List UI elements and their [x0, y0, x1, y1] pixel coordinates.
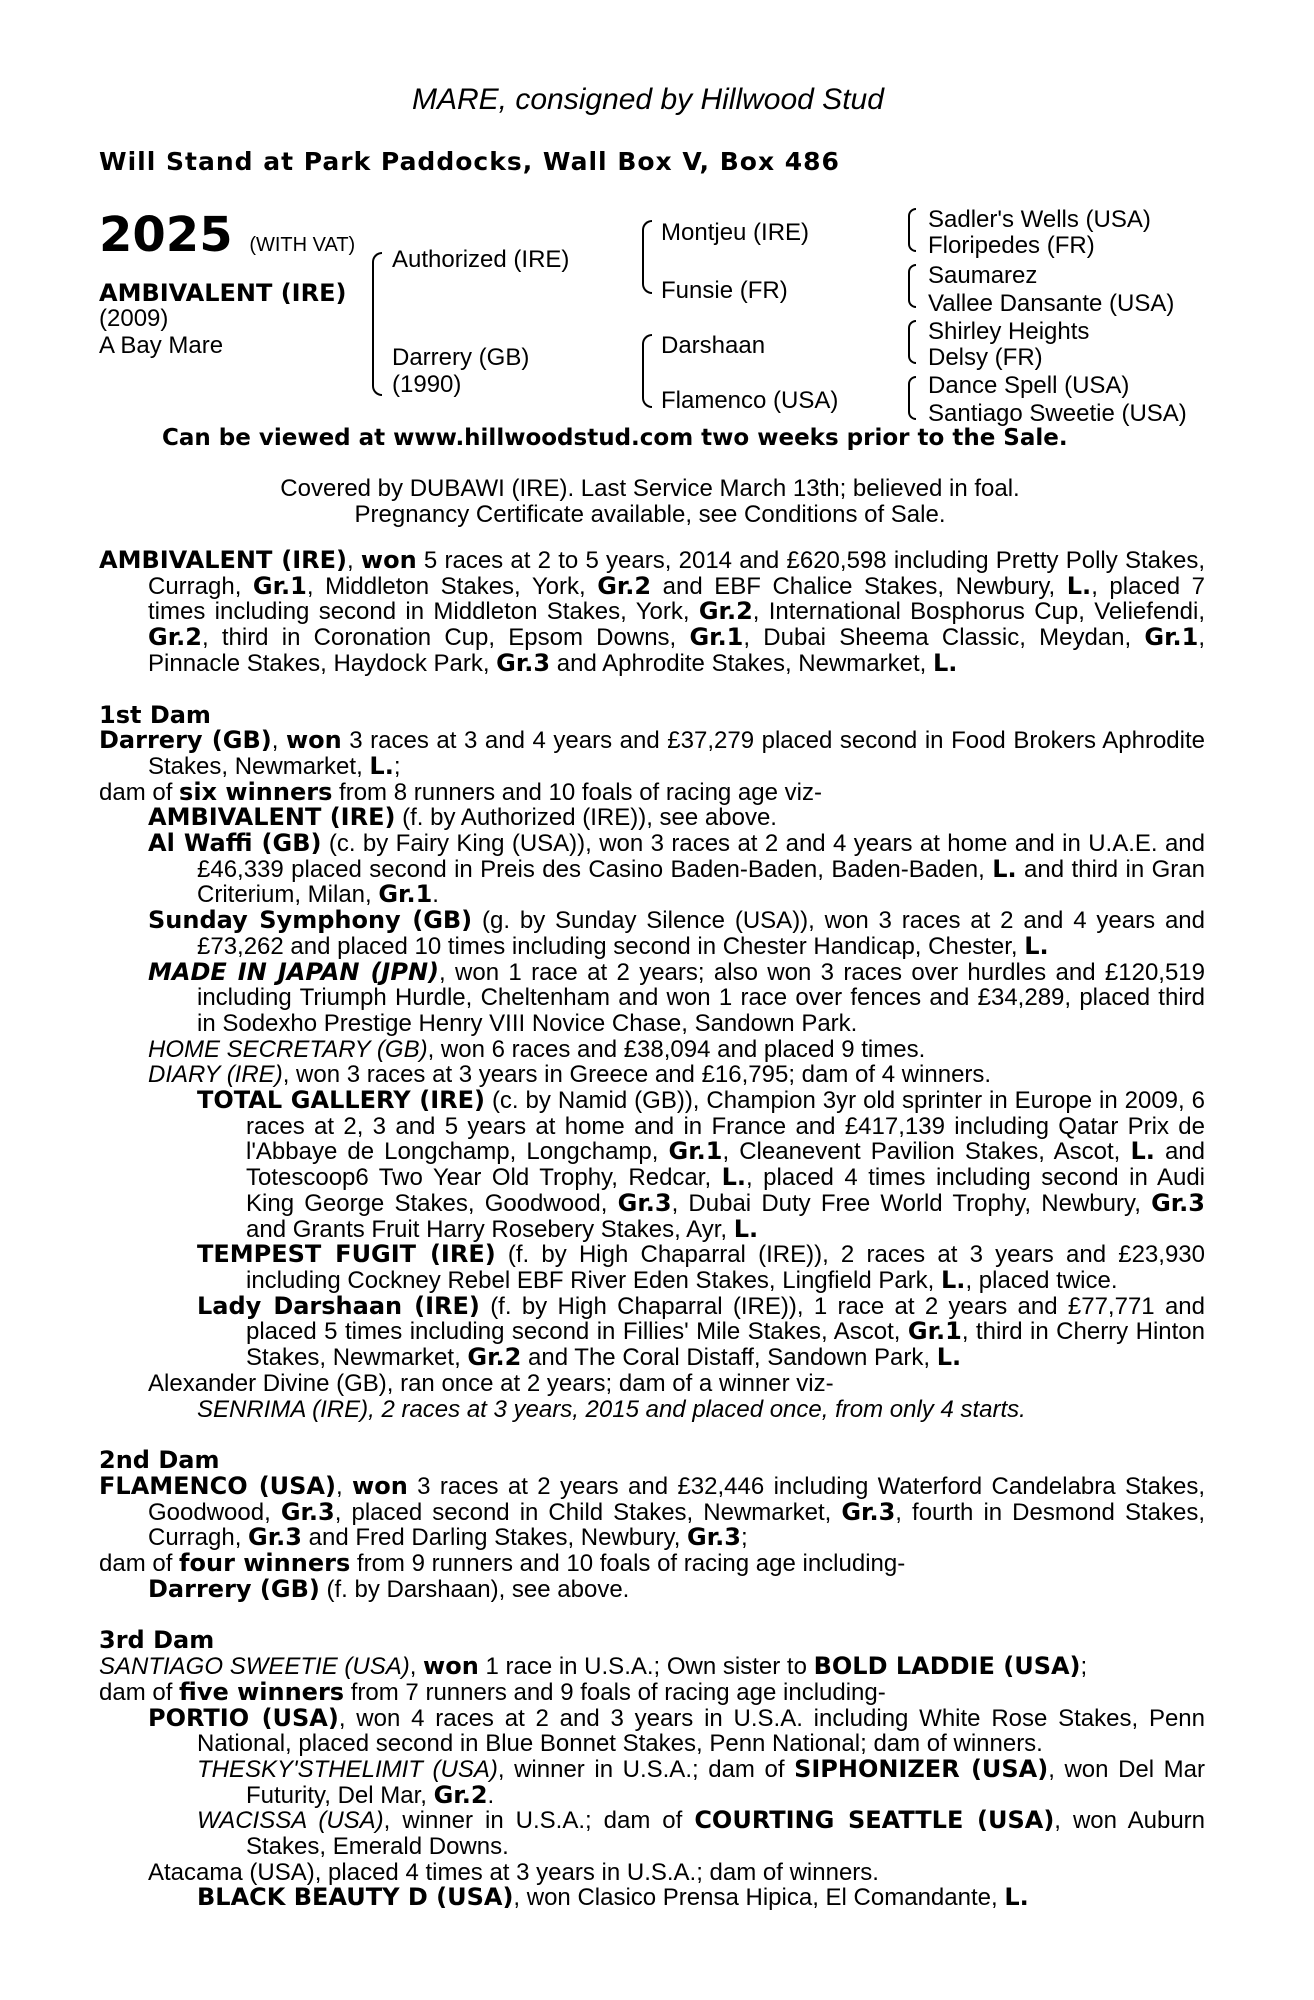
- catalogue-body: [99, 548, 1205, 1911]
- sale-year: 2025 (WITH VAT): [99, 207, 356, 263]
- vat-note: (WITH VAT): [249, 234, 356, 256]
- covered-line-1: Covered by DUBAWI (IRE). Last Service March 13th; believed in foal.: [280, 475, 1020, 502]
- horse-name: AMBIVALENT (IRE): [99, 279, 347, 307]
- second-dam-record: FLAMENCO (USA), won 3 races at 2 years and £32,446 including Waterford Candelabra Stakes, Goodwood, Gr.3, placed second in Child Stakes, Newmarket, Gr.3, fourth in Desmond Stakes, Curragh, Gr.3 and Fred Darling Stakes, Newbury, Gr.3;: [99, 1471, 1206, 1552]
- dam-sire: Darshaan: [661, 332, 766, 359]
- foaling-year: (2009): [99, 305, 169, 332]
- grandproduce-total-gallery: TOTAL GALLERY (IRE) (c. by Namid (GB)), Champion 3yr old sprinter in Europe in 2009, 6 races at 2, 3 and 5 years at home and in France and £417,139 including Qatar Prix de l'Abbaye de Longchamp, Longchamp, Gr.1, Cleanevent Pavilion Stakes, Ascot, L. and Totescoop6 Two Year Old Trophy, Redcar, L., placed 4 times including second in Audi King George Stakes, Goodwood, Gr.3, Dubai Duty Free World Trophy, Newbury, Gr.3 and Grants Fruit Harry Rosebery Stakes, Ayr, L.: [197, 1086, 1206, 1243]
- pedigree-brace-2a: [642, 220, 652, 294]
- dss: Shirley Heights: [928, 318, 1090, 345]
- covered-line-2: Pregnancy Certificate available, see Conditions of Sale.: [354, 501, 946, 528]
- pedigree-brace-1: [372, 252, 382, 396]
- third-dam-record: SANTIAGO SWEETIE (USA), won 1 race in U.S.A.; Own sister to BOLD LADDIE (USA);: [99, 1652, 1088, 1681]
- grandproduce-lady-darshaan: Lady Darshaan (IRE) (f. by High Chaparral (IRE)), 1 race at 2 years and £77,771 and placed 5 times including second in Fillies' Mile Stakes, Ascot, Gr.1, third in Cherry Hinton Stakes, Newmarket, Gr.2 and The Coral Distaff, Sandown Park, L.: [197, 1291, 1205, 1372]
- stand-location: Will Stand at Park Paddocks, Wall Box V, Box 486: [99, 147, 840, 176]
- dds: Dance Spell (USA): [928, 372, 1130, 399]
- horse-description: A Bay Mare: [99, 332, 224, 359]
- section-first-dam: 1st Dam: [99, 700, 211, 729]
- sire-sire: Montjeu (IRE): [661, 219, 810, 246]
- grandproduce-thesky: THESKY'STHELIMIT (USA), winner in U.S.A.; dam of SIPHONIZER (USA), won Del Mar Futurity, Del Mar, Gr.2.: [197, 1754, 1206, 1809]
- sds: Saumarez: [928, 262, 1038, 289]
- sire: Authorized (IRE): [392, 246, 570, 273]
- grandproduce-senrima: SENRIMA (IRE), 2 races at 3 years, 2015 and placed once, from only 4 starts.: [197, 1395, 1026, 1423]
- produce-ambivalent: AMBIVALENT (IRE) (f. by Authorized (IRE)), see above.: [148, 803, 777, 832]
- produce-darrery: Darrery (GB) (f. by Darshaan), see above.: [148, 1574, 630, 1603]
- produce-made-in-japan: MADE IN JAPAN (JPN), won 1 race at 2 years; also won 3 races over hurdles and £120,519 including Triumph Hurdle, Cheltenham and won 1 race over fences and £34,289, placed third in Sodexho Prestige Henry VIII Novice Chase, Sandown Park.: [148, 957, 1205, 1037]
- pedigree-brace-3c: [908, 320, 916, 364]
- produce-home-secretary: HOME SECRETARY (GB), won 6 races and £38,094 and placed 9 times.: [148, 1035, 926, 1063]
- produce-portio: PORTIO (USA), won 4 races at 2 and 3 years in U.S.A. including White Rose Stakes, Penn National, placed second in Blue Bonnet Stakes, Penn National; dam of winners.: [148, 1703, 1205, 1758]
- produce-diary: DIARY (IRE), won 3 races at 3 years in Greece and £16,795; dam of 4 winners.: [148, 1061, 992, 1089]
- sire-dam: Funsie (FR): [661, 277, 788, 304]
- third-dam-produce: dam of five winners from 7 runners and 9 foals of racing age including-: [99, 1677, 886, 1706]
- sss: Sadler's Wells (USA): [928, 206, 1151, 233]
- pedigree-brace-3a: [908, 208, 916, 252]
- section-second-dam: 2nd Dam: [99, 1446, 220, 1475]
- sdd: Vallee Dansante (USA): [928, 290, 1175, 317]
- dam-year: (1990): [392, 371, 462, 398]
- pedigree-brace-3b: [908, 264, 916, 308]
- dam-dam: Flamenco (USA): [661, 387, 839, 414]
- produce-atacama: Atacama (USA), placed 4 times at 3 years in U.S.A.; dam of winners.: [148, 1858, 879, 1886]
- produce-alexander-divine: Alexander Divine (GB), ran once at 2 years; dam of a winner viz-: [148, 1369, 834, 1397]
- horse-record: AMBIVALENT (IRE), won 5 races at 2 to 5 years, 2014 and £620,598 including Pretty Polly Stakes, Curragh, Gr.1, Middleton Stakes, York, Gr.2 and EBF Chalice Stakes, Newbury, L., placed 7 times including second in Middleton Stakes, York, Gr.2, International Bosphorus Cup, Veliefendi, Gr.2, third in Coronation Cup, Epsom Downs, Gr.1, Dubai Sheema Classic, Meydan, Gr.1, Pinnacle Stakes, Haydock Park, Gr.3 and Aphrodite Stakes, Newmarket, L.: [99, 546, 1206, 677]
- dsd: Delsy (FR): [928, 344, 1043, 371]
- produce-sunday-symphony: Sunday Symphony (GB) (g. by Sunday Silence (USA)), won 3 races at 2 and 4 years and £73,262 and placed 10 times including second in Chester Handicap, Chester, L.: [148, 906, 1205, 960]
- first-dam-produce: dam of six winners from 8 runners and 10 foals of racing age viz-: [99, 777, 822, 806]
- section-third-dam: 3rd Dam: [99, 1626, 215, 1655]
- viewing-note: Can be viewed at www.hillwoodstud.com two weeks prior to the Sale.: [162, 425, 1068, 451]
- pedigree-brace-3d: [908, 376, 916, 420]
- grandproduce-wacissa: WACISSA (USA), winner in U.S.A.; dam of COURTING SEATTLE (USA), won Auburn Stakes, Emerald Downs.: [197, 1806, 1206, 1861]
- produce-al-waffi: Al Waffi (GB) (c. by Fairy King (USA)), won 3 races at 2 and 4 years at home and in U.A.E. and £46,339 placed second in Preis des Casino Baden-Baden, Baden-Baden, L. and third in Gran Criterium, Milan, Gr.1.: [148, 829, 1205, 909]
- pedigree-brace-2b: [642, 334, 652, 408]
- ssd: Floripedes (FR): [928, 232, 1095, 259]
- first-dam-record: Darrery (GB), won 3 races at 3 and 4 years and £37,279 placed second in Food Brokers Aphrodite Stakes, Newmarket, L.;: [99, 726, 1205, 780]
- covered-note: [0, 476, 1300, 528]
- dam: Darrery (GB): [392, 344, 530, 371]
- grandproduce-tempest-fugit: TEMPEST FUGIT (IRE) (f. by High Chaparral (IRE)), 2 races at 3 years and £23,930 including Cockney Rebel EBF River Eden Stakes, Lingfield Park, L., placed twice.: [197, 1240, 1205, 1294]
- catalogue-title: MARE, consigned by Hillwood Stud: [412, 83, 884, 116]
- grandproduce-black-beauty: BLACK BEAUTY D (USA), won Clasico Prensa Hipica, El Comandante, L.: [197, 1883, 1029, 1912]
- ddd: Santiago Sweetie (USA): [928, 400, 1187, 427]
- second-dam-produce: dam of four winners from 9 runners and 10 foals of racing age including-: [99, 1549, 906, 1578]
